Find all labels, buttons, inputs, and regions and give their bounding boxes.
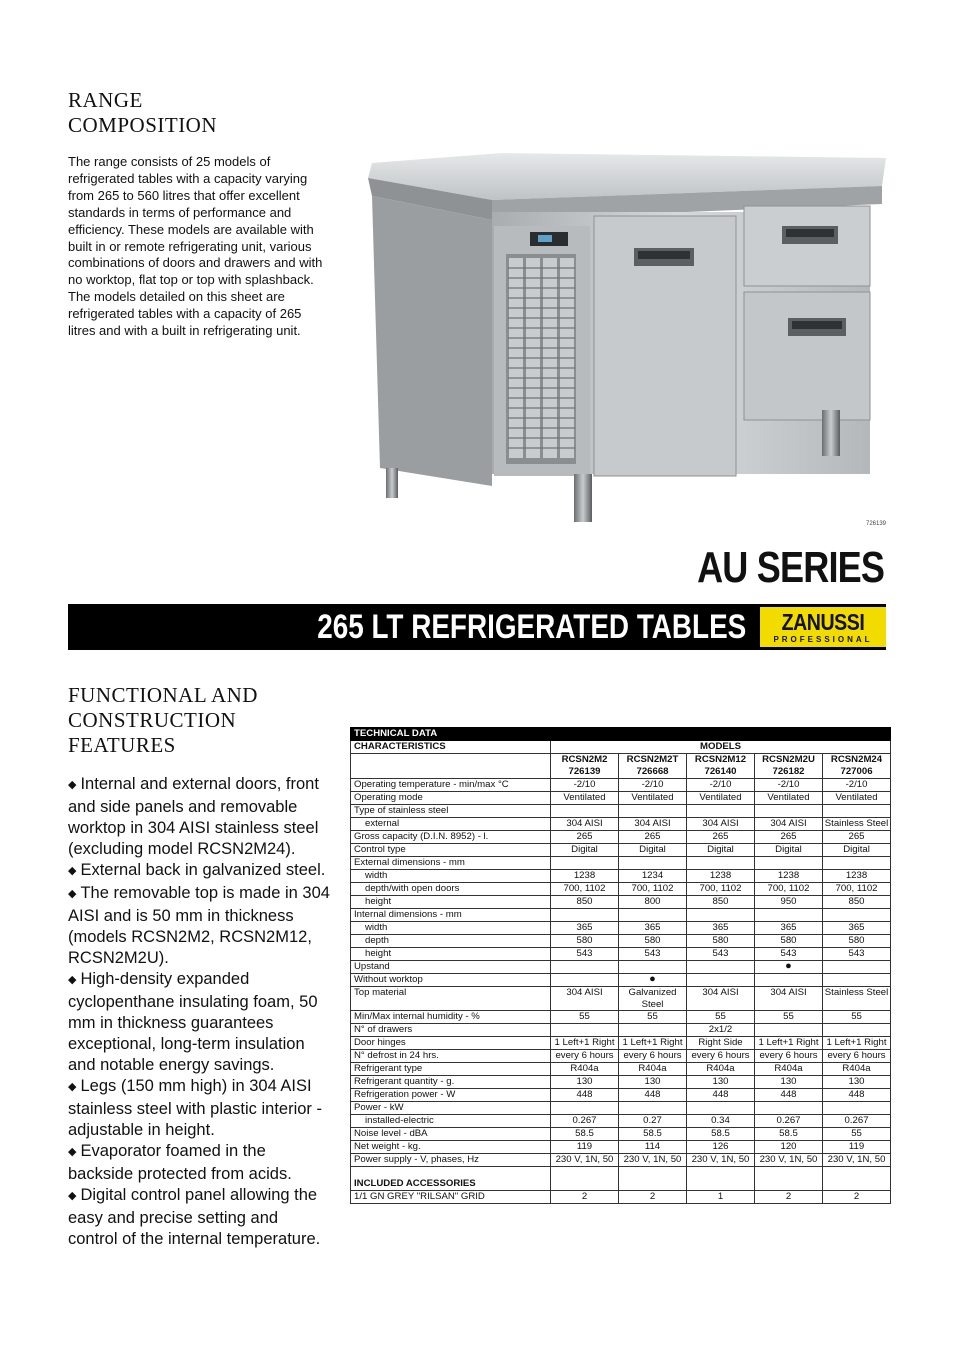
- feature-item: [68, 883, 330, 969]
- value-cell: 365: [619, 922, 687, 935]
- empty-cell: [687, 1167, 755, 1191]
- feature-text: High-density expanded cyclopenthane insulating foam, 50 mm in thickness guarantees exceptional, long-term insulation and notable energy savings.: [68, 970, 318, 1074]
- value-cell: 543: [551, 948, 619, 961]
- value-cell: 543: [687, 948, 755, 961]
- value-cell: -2/10: [619, 779, 687, 792]
- spec-row: [351, 987, 891, 1011]
- row-label: External dimensions - mm: [351, 857, 551, 870]
- value-cell: [551, 857, 619, 870]
- table-title-row: [351, 728, 891, 741]
- row-label: Internal dimensions - mm: [351, 909, 551, 922]
- value-cell: [619, 1102, 687, 1115]
- models-header: MODELS: [551, 741, 891, 754]
- spec-row: [351, 857, 891, 870]
- value-cell: every 6 hours: [687, 1050, 755, 1063]
- value-cell: 130: [823, 1076, 891, 1089]
- value-cell: [755, 1102, 823, 1115]
- value-cell: [619, 1024, 687, 1037]
- model-code: 726668: [636, 765, 669, 777]
- banner-title: 265 LT REFRIGERATED TABLES: [316, 608, 746, 646]
- spec-row: [351, 818, 891, 831]
- value-cell: 1 Left+1 Right: [619, 1037, 687, 1050]
- value-cell: [755, 805, 823, 818]
- value-cell: 304 AISI: [687, 987, 755, 1011]
- model-cell: [551, 754, 619, 779]
- value-cell: 365: [687, 922, 755, 935]
- value-cell: 130: [619, 1076, 687, 1089]
- value-cell: 850: [551, 896, 619, 909]
- row-label: Operating temperature - min/max °C: [351, 779, 551, 792]
- row-label: Noise level - dBA: [351, 1128, 551, 1141]
- model-code: 726182: [772, 765, 805, 777]
- row-label: N° defrost in 24 hrs.: [351, 1050, 551, 1063]
- value-cell: 1234: [619, 870, 687, 883]
- row-label: depth: [351, 935, 551, 948]
- row-label: external: [351, 818, 551, 831]
- value-cell: Ventilated: [619, 792, 687, 805]
- value-cell: Stainless Steel: [823, 818, 891, 831]
- model-cell: [755, 754, 823, 779]
- value-cell: 580: [551, 935, 619, 948]
- value-cell: 230 V, 1N, 50: [619, 1154, 687, 1167]
- image-code: 726139: [866, 521, 887, 527]
- feature-item: [68, 860, 330, 883]
- spec-row: [351, 909, 891, 922]
- characteristics-header: CHARACTERISTICS: [351, 741, 551, 754]
- value-cell: 55: [823, 1128, 891, 1141]
- value-cell: Digital: [823, 844, 891, 857]
- series-title: AU SERIES: [696, 543, 884, 592]
- range-composition-heading: [68, 88, 217, 138]
- feature-text: Evaporator foamed in the backside protected from acids.: [68, 1142, 292, 1183]
- value-cell: 1238: [755, 870, 823, 883]
- spec-row: [351, 948, 891, 961]
- value-cell: 950: [755, 896, 823, 909]
- value-cell: 0.34: [687, 1115, 755, 1128]
- value-cell: 2: [823, 1191, 891, 1204]
- value-cell: 119: [551, 1141, 619, 1154]
- value-cell: [687, 961, 755, 974]
- value-cell: -2/10: [687, 779, 755, 792]
- value-cell: 2: [551, 1191, 619, 1204]
- spec-row: [351, 1089, 891, 1102]
- value-cell: 58.5: [687, 1128, 755, 1141]
- value-cell: [687, 857, 755, 870]
- zanussi-logo: [760, 607, 886, 647]
- value-cell: 448: [823, 1089, 891, 1102]
- value-cell: 55: [823, 1011, 891, 1024]
- spec-row: [351, 1128, 891, 1141]
- spec-row: [351, 922, 891, 935]
- row-label: Without worktop: [351, 974, 551, 987]
- value-cell: 2: [619, 1191, 687, 1204]
- spec-row: [351, 805, 891, 818]
- value-cell: 543: [823, 948, 891, 961]
- value-cell: 1 Left+1 Right: [823, 1037, 891, 1050]
- spec-row: [351, 844, 891, 857]
- feature-text: Internal and external doors, front and side panels and removable worktop in 304 AISI stainless steel (excluding model RCSN2M24).: [68, 775, 319, 858]
- value-cell: 580: [823, 935, 891, 948]
- value-cell: [823, 974, 891, 987]
- range-title-line2: COMPOSITION: [68, 113, 218, 137]
- diamond-icon: ◆: [68, 1081, 77, 1093]
- row-label: Top material: [351, 987, 551, 1011]
- value-cell: 304 AISI: [619, 818, 687, 831]
- empty-cell: [823, 1167, 891, 1191]
- value-cell: R404a: [551, 1063, 619, 1076]
- value-cell: [551, 974, 619, 987]
- value-cell: Ventilated: [823, 792, 891, 805]
- value-cell: Digital: [755, 844, 823, 857]
- diamond-icon: ◆: [68, 888, 77, 900]
- value-cell: 114: [619, 1141, 687, 1154]
- diamond-icon: ◆: [68, 974, 77, 986]
- accessories-header: INCLUDED ACCESSORIES: [351, 1167, 551, 1191]
- value-cell: 1 Left+1 Right: [755, 1037, 823, 1050]
- value-cell: 700, 1102: [823, 883, 891, 896]
- spec-row: [351, 870, 891, 883]
- diamond-icon: ◆: [68, 865, 77, 877]
- row-label: Upstand: [351, 961, 551, 974]
- row-label: Door hinges: [351, 1037, 551, 1050]
- spec-row: [351, 1037, 891, 1050]
- spec-row: [351, 1141, 891, 1154]
- range-description: The range consists of 25 models of refrigerated tables with a capacity varying from 265 to 560 litres that offer excellent standards in terms of performance and efficiency. These models are available with built in or remote refrigerating unit, various combinations of doors and drawers and with no worktop, flat top or top with splashback. The models detailed on this sheet are refrigerated tables with a capacity of 265 litres and with a built in refrigerating unit.: [68, 154, 323, 339]
- row-label: height: [351, 948, 551, 961]
- value-cell: 230 V, 1N, 50: [755, 1154, 823, 1167]
- value-cell: Stainless Steel: [823, 987, 891, 1011]
- value-cell: 55: [755, 1011, 823, 1024]
- value-cell: R404a: [755, 1063, 823, 1076]
- value-cell: 448: [755, 1089, 823, 1102]
- spec-row: [351, 1050, 891, 1063]
- value-cell: [687, 974, 755, 987]
- value-cell: 120: [755, 1141, 823, 1154]
- spec-row: [351, 1154, 891, 1167]
- value-cell: Ventilated: [687, 792, 755, 805]
- value-cell: 448: [551, 1089, 619, 1102]
- value-cell: 448: [687, 1089, 755, 1102]
- model-cell: [619, 754, 687, 779]
- value-cell: Ventilated: [551, 792, 619, 805]
- value-cell: 365: [755, 922, 823, 935]
- value-cell: 265: [619, 831, 687, 844]
- value-cell: 130: [755, 1076, 823, 1089]
- row-label: Power supply - V, phases, Hz: [351, 1154, 551, 1167]
- table-header-row: [351, 741, 891, 754]
- value-cell: 0.267: [551, 1115, 619, 1128]
- value-cell: every 6 hours: [551, 1050, 619, 1063]
- model-code: 726139: [568, 765, 601, 777]
- features-title-line3: FEATURES: [68, 733, 176, 757]
- row-label: Power - kW: [351, 1102, 551, 1115]
- value-cell: [619, 857, 687, 870]
- value-cell: [823, 1024, 891, 1037]
- value-cell: -2/10: [755, 779, 823, 792]
- value-cell: 55: [551, 1011, 619, 1024]
- model-name: RCSN2M2U: [762, 754, 815, 765]
- value-cell: 1: [687, 1191, 755, 1204]
- row-label: Refrigerant quantity - g.: [351, 1076, 551, 1089]
- value-cell: 850: [823, 896, 891, 909]
- features-title-line1: FUNCTIONAL AND: [68, 683, 258, 707]
- empty-cell: [351, 754, 551, 779]
- value-cell: 55: [619, 1011, 687, 1024]
- value-cell: [755, 1024, 823, 1037]
- model-names-row: [351, 754, 891, 779]
- value-cell: ●: [619, 974, 687, 987]
- row-label: Operating mode: [351, 792, 551, 805]
- value-cell: [755, 857, 823, 870]
- value-cell: 230 V, 1N, 50: [687, 1154, 755, 1167]
- feature-item: [68, 1076, 330, 1141]
- row-label: N° of drawers: [351, 1024, 551, 1037]
- spec-row: [351, 1115, 891, 1128]
- spec-row: [351, 935, 891, 948]
- empty-cell: [755, 1167, 823, 1191]
- value-cell: 265: [687, 831, 755, 844]
- logo-subtitle: PROFESSIONAL: [773, 635, 873, 644]
- value-cell: 230 V, 1N, 50: [551, 1154, 619, 1167]
- features-heading: [68, 683, 258, 758]
- features-list: [68, 774, 330, 1250]
- value-cell: 304 AISI: [755, 987, 823, 1011]
- spec-row: [351, 896, 891, 909]
- spec-row: [351, 961, 891, 974]
- value-cell: -2/10: [551, 779, 619, 792]
- value-cell: 55: [687, 1011, 755, 1024]
- value-cell: 58.5: [551, 1128, 619, 1141]
- range-title-line1: RANGE: [68, 88, 143, 112]
- value-cell: 265: [755, 831, 823, 844]
- value-cell: 365: [823, 922, 891, 935]
- value-cell: 1238: [551, 870, 619, 883]
- value-cell: 130: [551, 1076, 619, 1089]
- technical-data-table: [350, 727, 891, 1204]
- value-cell: 700, 1102: [687, 883, 755, 896]
- value-cell: Digital: [551, 844, 619, 857]
- value-cell: 543: [755, 948, 823, 961]
- value-cell: 0.267: [823, 1115, 891, 1128]
- value-cell: 580: [755, 935, 823, 948]
- spec-row: [351, 1102, 891, 1115]
- value-cell: [755, 974, 823, 987]
- features-title-line2: CONSTRUCTION: [68, 708, 237, 732]
- product-image: [362, 108, 890, 530]
- value-cell: 1 Left+1 Right: [551, 1037, 619, 1050]
- value-cell: 58.5: [755, 1128, 823, 1141]
- value-cell: Digital: [619, 844, 687, 857]
- value-cell: 850: [687, 896, 755, 909]
- spec-row: [351, 1011, 891, 1024]
- value-cell: 265: [551, 831, 619, 844]
- feature-text: Legs (150 mm high) in 304 AISI stainless steel with plastic interior - adjustable in height.: [68, 1077, 323, 1139]
- value-cell: 2x1/2: [687, 1024, 755, 1037]
- value-cell: [687, 909, 755, 922]
- model-code: 727006: [840, 765, 873, 777]
- spec-row: [351, 792, 891, 805]
- row-label: Type of stainless steel: [351, 805, 551, 818]
- value-cell: R404a: [823, 1063, 891, 1076]
- value-cell: 1238: [823, 870, 891, 883]
- value-cell: -2/10: [823, 779, 891, 792]
- row-label: height: [351, 896, 551, 909]
- row-label: Refrigeration power - W: [351, 1089, 551, 1102]
- value-cell: [551, 961, 619, 974]
- feature-item: [68, 774, 330, 860]
- row-label: Control type: [351, 844, 551, 857]
- model-name: RCSN2M24: [830, 754, 883, 765]
- feature-text: The removable top is made in 304 AISI and is 50 mm in thickness (models RCSN2M2, RCSN2M12, RCSN2M2U).: [68, 884, 330, 967]
- value-cell: 304 AISI: [687, 818, 755, 831]
- value-cell: 1238: [687, 870, 755, 883]
- value-cell: [687, 805, 755, 818]
- feature-item: [68, 969, 330, 1076]
- value-cell: 0.267: [755, 1115, 823, 1128]
- value-cell: 304 AISI: [551, 818, 619, 831]
- spec-row: [351, 974, 891, 987]
- spec-row: [351, 831, 891, 844]
- title-banner: [68, 604, 886, 650]
- table-title: TECHNICAL DATA: [351, 728, 891, 741]
- spec-row: [351, 1024, 891, 1037]
- row-label: Min/Max internal humidity - %: [351, 1011, 551, 1024]
- value-cell: 800: [619, 896, 687, 909]
- value-cell: every 6 hours: [823, 1050, 891, 1063]
- value-cell: [551, 805, 619, 818]
- row-label: Net weight - kg.: [351, 1141, 551, 1154]
- feature-text: Digital control panel allowing the easy and precise setting and control of the internal temperature.: [68, 1186, 321, 1248]
- value-cell: ●: [755, 961, 823, 974]
- value-cell: every 6 hours: [755, 1050, 823, 1063]
- value-cell: [619, 961, 687, 974]
- empty-cell: [619, 1167, 687, 1191]
- value-cell: [755, 909, 823, 922]
- diamond-icon: ◆: [68, 779, 77, 791]
- value-cell: 304 AISI: [755, 818, 823, 831]
- feature-item: [68, 1141, 330, 1185]
- value-cell: [619, 909, 687, 922]
- value-cell: [551, 909, 619, 922]
- spec-row: [351, 883, 891, 896]
- value-cell: [823, 805, 891, 818]
- value-cell: [823, 909, 891, 922]
- value-cell: [823, 961, 891, 974]
- value-cell: 448: [619, 1089, 687, 1102]
- feature-item: [68, 1185, 330, 1250]
- value-cell: 0.27: [619, 1115, 687, 1128]
- value-cell: [823, 1102, 891, 1115]
- accessories-header-row: [351, 1167, 891, 1191]
- spec-row: [351, 779, 891, 792]
- value-cell: R404a: [687, 1063, 755, 1076]
- value-cell: Ventilated: [755, 792, 823, 805]
- row-label: width: [351, 870, 551, 883]
- value-cell: Digital: [687, 844, 755, 857]
- value-cell: 543: [619, 948, 687, 961]
- diamond-icon: ◆: [68, 1146, 77, 1158]
- feature-text: External back in galvanized steel.: [80, 861, 326, 879]
- model-name: RCSN2M2T: [626, 754, 679, 765]
- value-cell: 580: [687, 935, 755, 948]
- value-cell: R404a: [619, 1063, 687, 1076]
- row-label: 1/1 GN GREY "RILSAN" GRID: [351, 1191, 551, 1204]
- model-cell: [823, 754, 891, 779]
- empty-cell: [551, 1167, 619, 1191]
- value-cell: [551, 1102, 619, 1115]
- row-label: Refrigerant type: [351, 1063, 551, 1076]
- value-cell: [619, 805, 687, 818]
- value-cell: 700, 1102: [755, 883, 823, 896]
- model-name: RCSN2M2: [561, 754, 608, 765]
- diamond-icon: ◆: [68, 1190, 77, 1202]
- value-cell: [823, 857, 891, 870]
- value-cell: 230 V, 1N, 50: [823, 1154, 891, 1167]
- row-label: depth/with open doors: [351, 883, 551, 896]
- value-cell: 130: [687, 1076, 755, 1089]
- value-cell: 58.5: [619, 1128, 687, 1141]
- model-cell: [687, 754, 755, 779]
- value-cell: 265: [823, 831, 891, 844]
- accessory-row: [351, 1191, 891, 1204]
- value-cell: [687, 1102, 755, 1115]
- row-label: installed-electric: [351, 1115, 551, 1128]
- row-label: Gross capacity (D.I.N. 8952) - l.: [351, 831, 551, 844]
- value-cell: 126: [687, 1141, 755, 1154]
- value-cell: 365: [551, 922, 619, 935]
- value-cell: 580: [619, 935, 687, 948]
- spec-row: [351, 1076, 891, 1089]
- value-cell: 700, 1102: [551, 883, 619, 896]
- row-label: width: [351, 922, 551, 935]
- model-name: RCSN2M12: [694, 754, 747, 765]
- logo-name: ZANUSSI: [781, 609, 865, 635]
- value-cell: every 6 hours: [619, 1050, 687, 1063]
- value-cell: [551, 1024, 619, 1037]
- value-cell: 2: [755, 1191, 823, 1204]
- value-cell: 304 AISI: [551, 987, 619, 1011]
- spec-row: [351, 1063, 891, 1076]
- value-cell: Right Side: [687, 1037, 755, 1050]
- model-code: 726140: [704, 765, 737, 777]
- value-cell: 700, 1102: [619, 883, 687, 896]
- value-cell: 119: [823, 1141, 891, 1154]
- value-cell: Galvanized Steel: [619, 987, 687, 1011]
